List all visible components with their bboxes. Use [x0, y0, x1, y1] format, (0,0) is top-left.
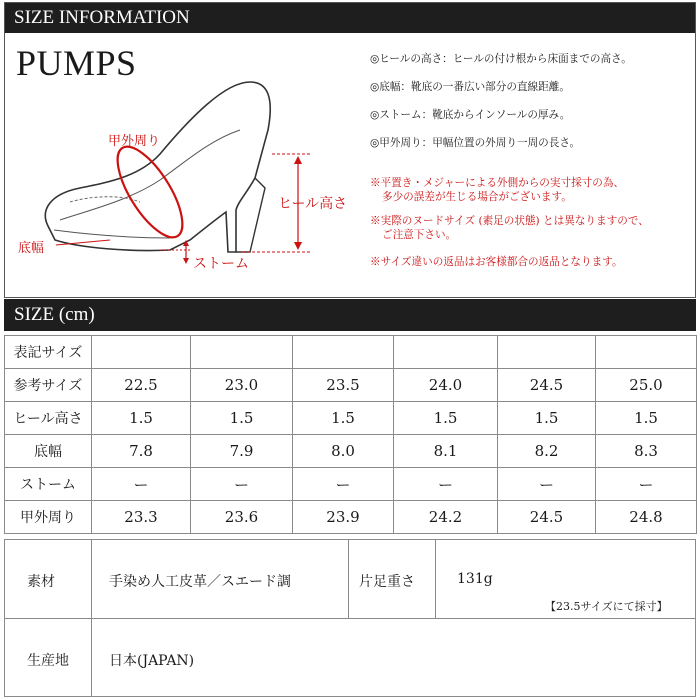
- table-cell: 24.5: [498, 501, 596, 534]
- table-cell: ー: [92, 468, 191, 501]
- note-heel: ◎ヒールの高さ：ヒールの付け根から床面までの高さ。: [370, 53, 632, 65]
- row-header: 表記サイズ: [5, 336, 92, 369]
- table-cell: 1.5: [394, 402, 498, 435]
- table-cell: 8.1: [394, 435, 498, 468]
- table-cell: 8.0: [293, 435, 394, 468]
- weight-note: 【23.5サイズにて採寸】: [545, 600, 668, 613]
- sole-width-label: 底幅: [18, 241, 45, 256]
- diagram-title: PUMPS: [16, 43, 137, 83]
- table-cell: ー: [596, 468, 697, 501]
- table-cell: 1.5: [596, 402, 697, 435]
- table-cell: 25.0: [596, 369, 697, 402]
- table-cell: ー: [191, 468, 293, 501]
- table-cell: 7.8: [92, 435, 191, 468]
- row-header: ストーム: [5, 468, 92, 501]
- table-cell: [293, 336, 394, 369]
- note-instep: ◎甲外周り：甲幅位置の外周り一周の長さ。: [370, 137, 581, 149]
- table-cell: 22.5: [92, 369, 191, 402]
- note-stome: ◎ストーム：靴底からインソールの厚み。: [370, 109, 571, 121]
- row-header: ヒール高さ: [5, 402, 92, 435]
- size-section-title: SIZE (cm): [14, 304, 95, 325]
- table-row: [5, 369, 697, 402]
- table-cell: [191, 336, 293, 369]
- table-cell: 24.0: [394, 369, 498, 402]
- shoe-heel: [236, 178, 265, 252]
- table-cell: 7.9: [191, 435, 293, 468]
- pump-shoe-illustration: [10, 70, 360, 270]
- table-cell: 1.5: [293, 402, 394, 435]
- table-cell: [92, 336, 191, 369]
- warning-nude-size: ※実際のヌードサイズ (素足の状態) とは異なりますので、 ご注意下さい。: [370, 215, 649, 241]
- table-row: [5, 501, 697, 534]
- stome-label: ストーム: [193, 256, 249, 272]
- table-cell: 23.0: [191, 369, 293, 402]
- table-cell: [498, 336, 596, 369]
- table-cell: 24.2: [394, 501, 498, 534]
- origin-value: 日本(JAPAN): [109, 653, 195, 669]
- table-cell: 23.6: [191, 501, 293, 534]
- table-cell: ー: [293, 468, 394, 501]
- size-section-header: [4, 299, 696, 331]
- weight-value: 131g: [457, 571, 493, 587]
- instep-label: 甲外周り: [108, 134, 161, 149]
- table-cell: 8.2: [498, 435, 596, 468]
- row-header: 底幅: [5, 435, 92, 468]
- table-cell: 23.9: [293, 501, 394, 534]
- warning-measurement: ※平置き・メジャーによる外側からの実寸採寸の為、 多少の誤差が生じる場合がございます。: [370, 177, 625, 203]
- material-label: 素材: [27, 574, 55, 590]
- row-header: 参考サイズ: [5, 369, 92, 402]
- table-cell: 23.3: [92, 501, 191, 534]
- header-title: SIZE INFORMATION: [14, 7, 190, 28]
- product-info: [4, 539, 696, 697]
- table-cell: 24.8: [596, 501, 697, 534]
- table-cell: ー: [394, 468, 498, 501]
- heel-height-label: ヒール高さ: [278, 196, 348, 212]
- table-cell: 1.5: [498, 402, 596, 435]
- table-row: [5, 402, 697, 435]
- table-row: [5, 435, 697, 468]
- instep-measure-loop: [105, 137, 194, 246]
- table-cell: [394, 336, 498, 369]
- row-header: 甲外周り: [5, 501, 92, 534]
- note-sole: ◎底幅：靴底の一番広い部分の直線距離。: [370, 81, 570, 93]
- size-table: [4, 335, 697, 534]
- table-cell: ー: [498, 468, 596, 501]
- table-cell: 8.3: [596, 435, 697, 468]
- table-cell: 1.5: [92, 402, 191, 435]
- table-cell: 24.5: [498, 369, 596, 402]
- weight-label: 片足重さ: [359, 574, 415, 590]
- table-cell: 23.5: [293, 369, 394, 402]
- table-cell: [596, 336, 697, 369]
- table-row: [5, 468, 697, 501]
- table-row: [5, 336, 697, 369]
- origin-label: 生産地: [27, 653, 69, 669]
- warning-returns: ※サイズ違いの返品はお客様都合の返品となります。: [370, 256, 623, 268]
- material-value: 手染め人工皮革／スエード調: [109, 574, 291, 590]
- table-cell: 1.5: [191, 402, 293, 435]
